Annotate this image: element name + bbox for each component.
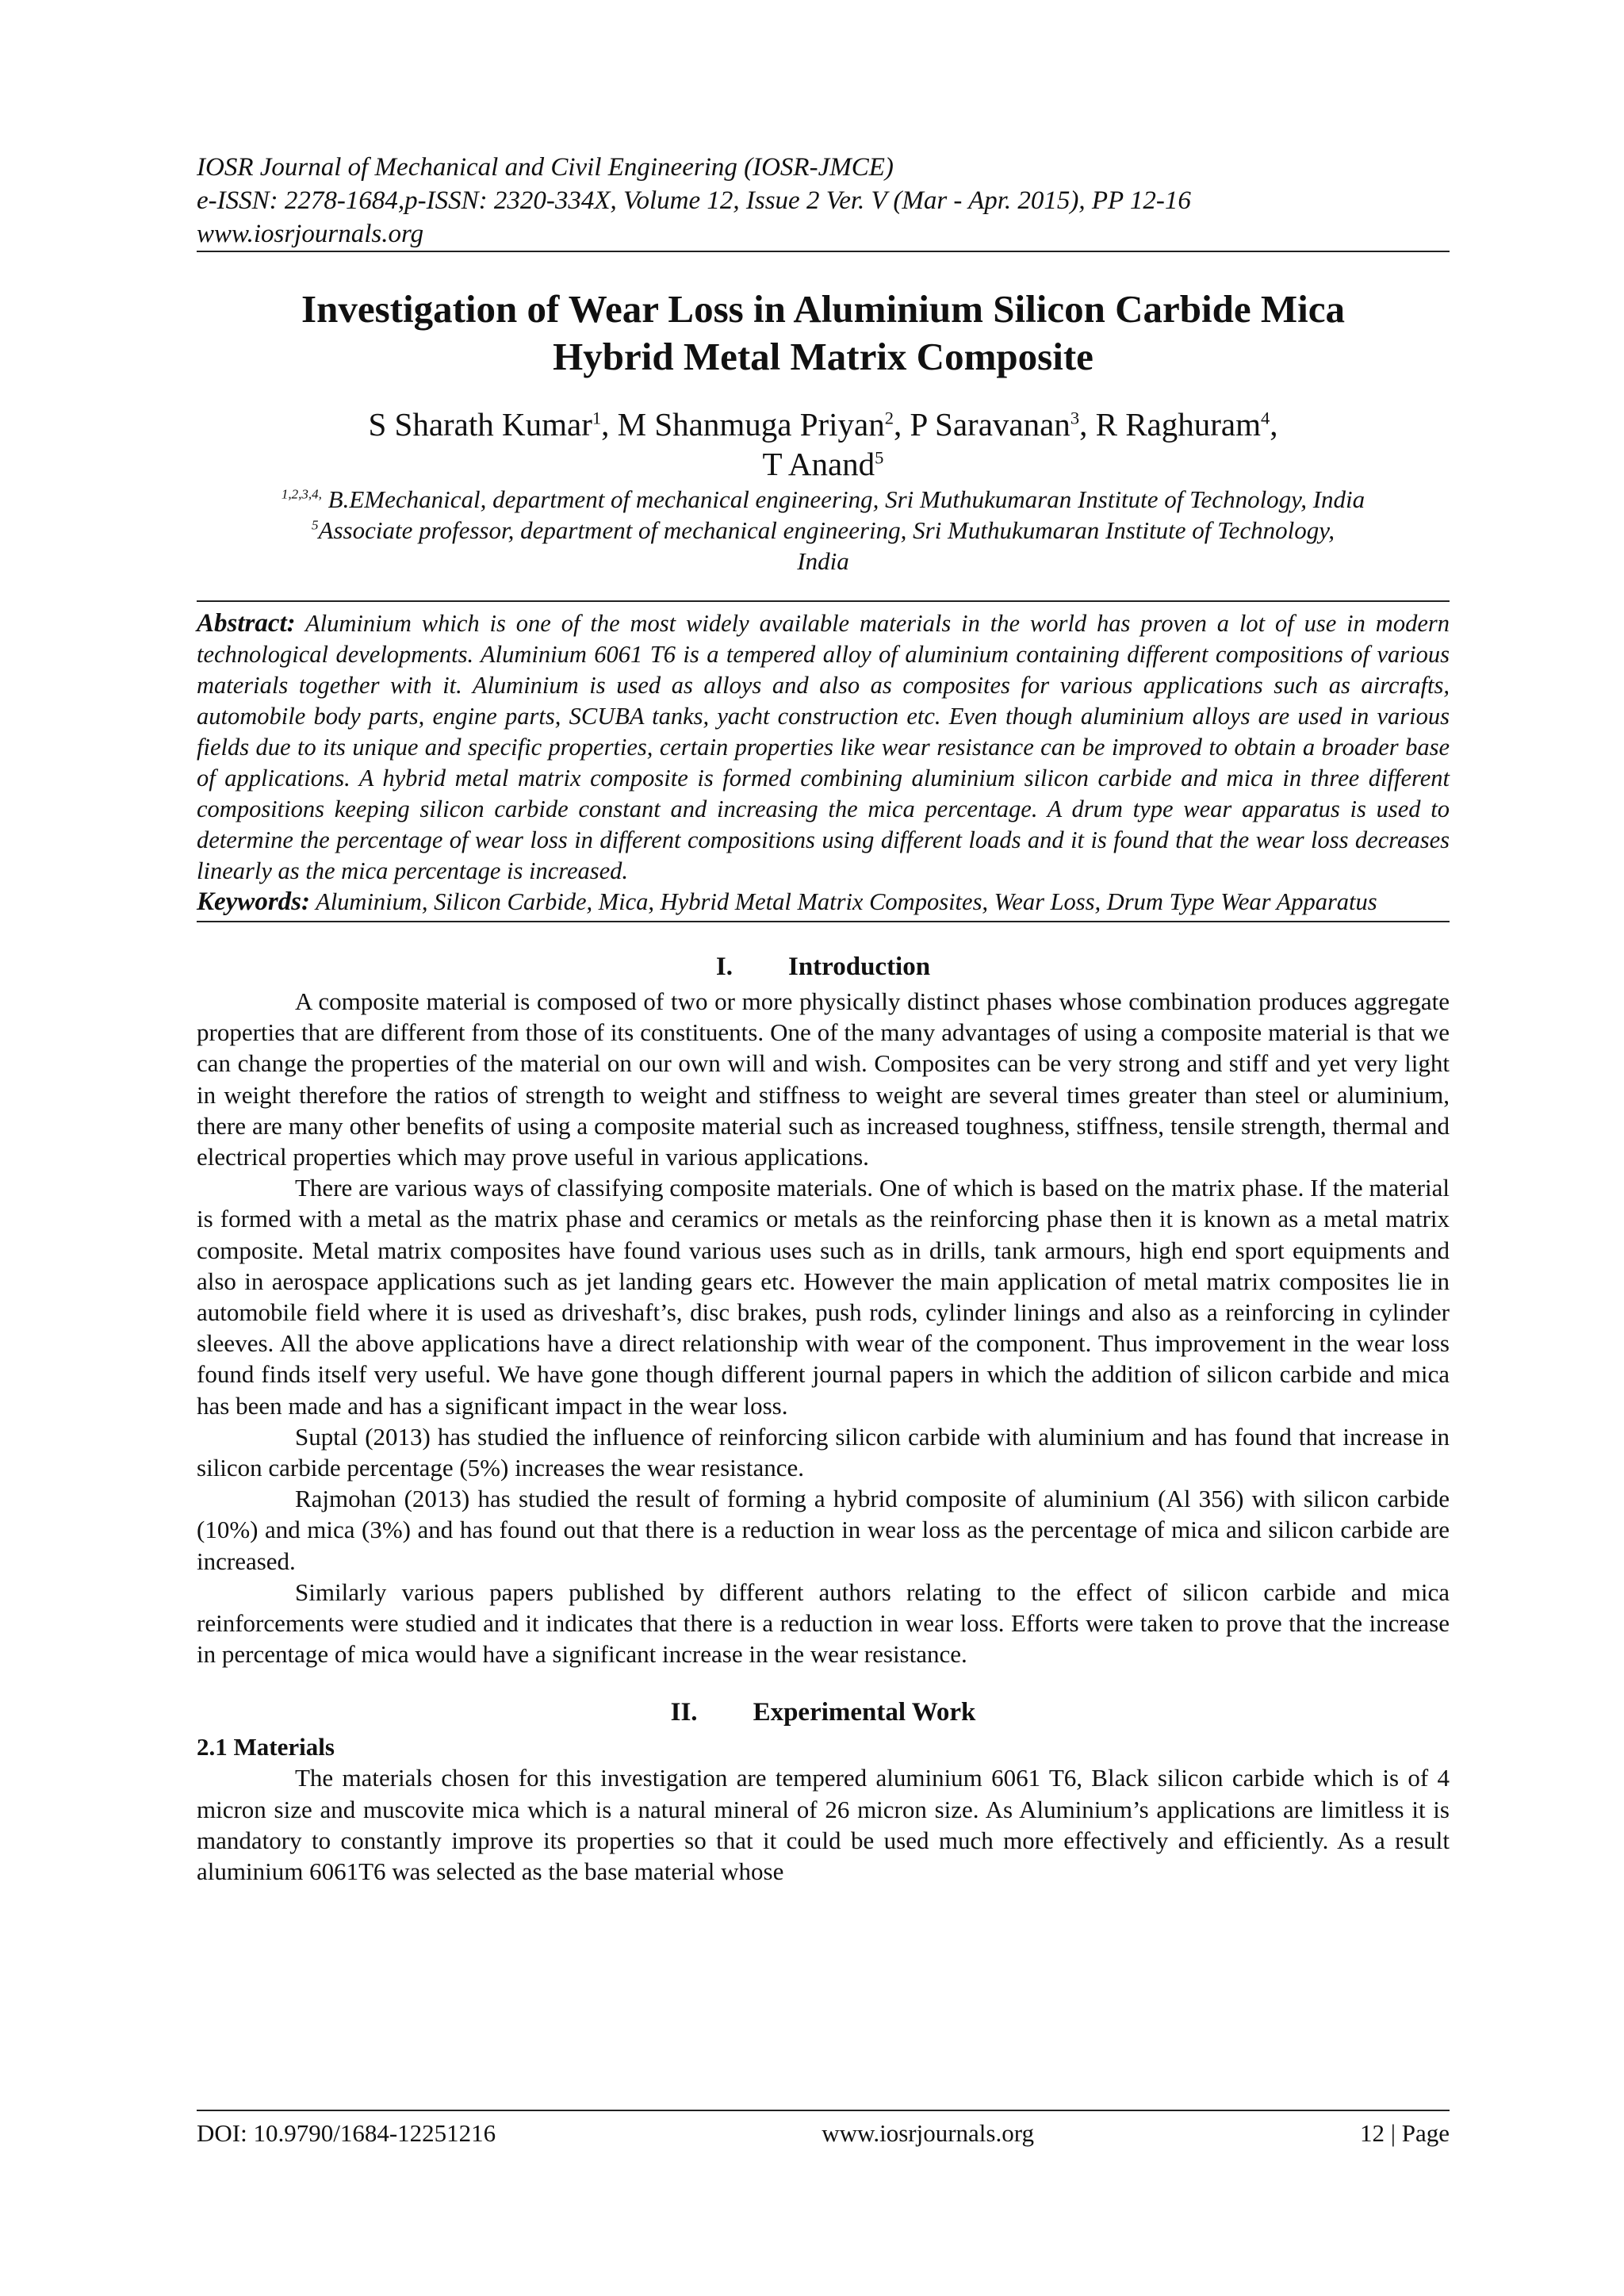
page-footer xyxy=(197,2110,1450,2149)
affiliation-1: $^{1,2,3,4,}$ B.EMechanical, department of mechanical engineering, Sri Muthukumaran Institute of Technology, India xyxy=(281,485,1365,513)
author-sup: 4 xyxy=(1260,408,1270,428)
intro-paragraph-5: Similarly various papers published by different authors relating to the effect of silicon carbide and mica reinforcements were studied and it indicates that there is a reduction in wear loss. Efforts were taken to prove that the increase in percentage of mica would have a significant increase in the wear resistance. xyxy=(197,1577,1450,1669)
title-line-1: Investigation of Wear Loss in Aluminium Silicon Carbide Mica xyxy=(301,287,1345,331)
author-sup: 2 xyxy=(884,408,894,428)
affiliation-2-line-2: India xyxy=(797,547,849,575)
journal-name: IOSR Journal of Mechanical and Civil Engineering (IOSR-JMCE) xyxy=(197,153,894,182)
keywords-text: Aluminium, Silicon Carbide, Mica, Hybrid Metal Matrix Composites, Wear Loss, Drum Type Wear Apparatus xyxy=(316,888,1377,915)
journal-issn: e-ISSN: 2278-1684,p-ISSN: 2320-334X, Volume 12, Issue 2 Ver. V (Mar - Apr. 2015), PP 12-16 xyxy=(197,186,1191,215)
author-sup: 1 xyxy=(592,408,602,428)
abstract xyxy=(197,602,1450,921)
footer-doi: DOI: 10.9790/1684-12251216 xyxy=(197,2119,496,2147)
header-rule xyxy=(197,251,1450,252)
subsection-heading-materials: 2.1 Materials xyxy=(197,1733,335,1761)
title-line-2: Hybrid Metal Matrix Composite xyxy=(553,335,1094,378)
journal-header xyxy=(197,151,1450,251)
author-name: M Shanmuga Priyan xyxy=(617,406,885,443)
author-name: S Sharath Kumar xyxy=(368,406,592,443)
affiliation-2: $^5$Associate professor, department of mechanical engineering, Sri Muthukumaran Institute of Technology, xyxy=(312,516,1335,544)
author-list: S Sharath Kumar$^1$, M Shanmuga Priyan$^2$, P Saravanan$^3$, R Raghuram$^4$, T Anand$^5$ xyxy=(368,406,1278,482)
section-heading-introduction: I. Introduction xyxy=(715,953,931,981)
author-sup: 3 xyxy=(1070,408,1080,428)
abstract-bottom-rule xyxy=(197,921,1450,922)
affiliations xyxy=(197,484,1450,577)
intro-paragraph-4: Rajmohan (2013) has studied the result of forming a hybrid composite of aluminium (Al 356) with silicon carbide (10%) and mica (3%) and has found out that there is a reduction in wear loss as the percentage of mica and silicon carbide are increased. xyxy=(197,1485,1450,1575)
footer-page-number: 12 | Page xyxy=(1360,2119,1450,2147)
author-name: P Saravanan xyxy=(910,406,1071,443)
intro-paragraph-3-wrap xyxy=(197,1421,1450,1483)
paper-page xyxy=(197,151,1450,1887)
author-name: T Anand xyxy=(762,446,875,482)
intro-paragraph-2: There are various ways of classifying composite materials. One of which is based on the matrix phase. If the material is formed with a metal as the matrix phase and ceramics or metals as the reinforcing phase then it is known as a metal matrix composite. Metal matrix composites have found various uses such as in drills, tank armours, high end sport equipments and also in aerospace applications such as jet landing gears etc. However the main application of metal matrix composites lie in automobile field where it is used as driveshaft’s, disc brakes, push rods, cylinder linings and also as a reinforcing in cylinder sleeves. All the above applications have a direct relationship with wear of the component. Thus improvement in the wear loss found finds itself very useful. We have gone though different journal papers in which the addition of silicon carbide and mica has been made and has a significant impact in the wear loss. xyxy=(197,1174,1450,1420)
intro-paragraph-1: A composite material is composed of two or more physically distinct phases whose combination produces aggregate properties that are different from those of its constituents. One of the many advantages of using a composite material is that we can change the properties of the material on our own will and wish. Composites can be very strong and stiff and yet very light in weight therefore the ratios of strength to weight and stiffness to weight are several times greater than steel or aluminium, there are many other benefits of using a composite material such as increased toughness, stiffness, tensile strength, thermal and electrical properties which may prove useful in various applications. xyxy=(197,987,1450,1171)
author-sup: 5 xyxy=(875,447,884,468)
footer-website: www.iosrjournals.org xyxy=(822,2119,1034,2147)
keywords-label: Keywords: xyxy=(197,887,310,916)
section-heading-experimental: II. Experimental Work xyxy=(670,1698,976,1727)
abstract-block xyxy=(197,600,1450,922)
abstract-label: Abstract: xyxy=(197,609,296,638)
abstract-text: Aluminium which is one of the most widely available materials in the world has proven a lot of use in modern technological developments. Aluminium 6061 T6 is a tempered alloy of aluminium containing different compositions of various materials together with it. Aluminium is used as alloys and also as composites for various applications such as aircrafts, automobile body parts, engine parts, SCUBA tanks, yacht construction etc. Even though aluminium alloys are used in various fields due to its unique and specific properties, certain properties like wear resistance can be improved to obtain a broader base of applications. A hybrid metal matrix composite is formed combining aluminium silicon carbide and mica in three different compositions keeping silicon carbide constant and increasing the mica percentage. A drum type wear apparatus is used to determine the percentage of wear loss in different compositions using different loads and it is found that the wear loss decreases linearly as the mica percentage is increased. xyxy=(197,610,1450,884)
author-name: R Raghuram xyxy=(1095,406,1261,443)
paper-title xyxy=(197,286,1450,381)
materials-paragraph-1: The materials chosen for this investigation are tempered aluminium 6061 T6, Black silicon carbide which is of 4 micron size and muscovite mica which is a natural mineral of 26 micron size. As Aluminium’s applications are limitless it is mandatory to constantly improve its properties so that it could be used much more effectively and efficiently. As a result aluminium 6061T6 was selected as the base material whose xyxy=(197,1764,1450,1886)
journal-website: www.iosrjournals.org xyxy=(197,220,424,248)
intro-paragraph-3: Suptal (2013) has studied the influence of reinforcing silicon carbide with aluminium and has found that increase in silicon carbide percentage (5%) increases the wear resistance. xyxy=(197,1422,1450,1482)
